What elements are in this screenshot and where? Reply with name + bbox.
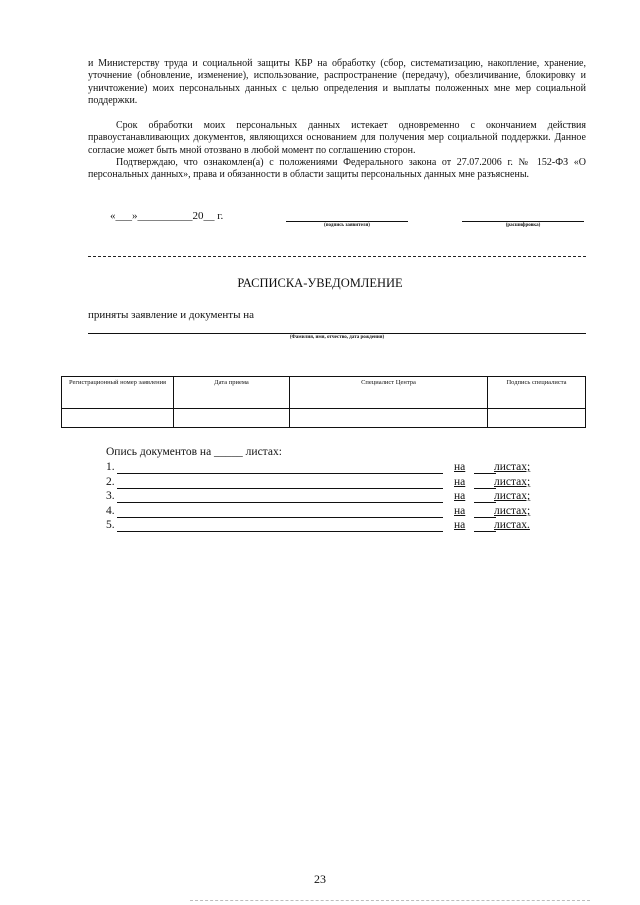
inventory-item: [106, 461, 532, 475]
fio-line: [88, 333, 586, 334]
inventory-item-on: на: [454, 490, 466, 502]
table-cell: [174, 409, 290, 428]
inventory-item-count-line: [474, 531, 496, 532]
registration-table: [61, 376, 586, 428]
col-specialist: Специалист Центра: [290, 377, 488, 409]
inventory-item-number: 4.: [106, 505, 115, 517]
consent-paragraph-2: Срок обработки моих персональных данных истекает одновременно с окончанием действия правоустанавливающих документов, являющихся основанием для получения мер социальной поддержки. Данное согласие может быть мной отозвано в любой момент по соглашению сторон.: [88, 120, 586, 156]
signature-date: «___»__________20__ г.: [110, 210, 224, 222]
inventory-item-count-line: [474, 502, 496, 503]
inventory-item-number: 5.: [106, 519, 115, 531]
col-date: Дата приема: [174, 377, 290, 409]
inventory-item: [106, 476, 532, 490]
inventory-item-sheets: листах;: [494, 461, 531, 473]
table-cell: [62, 409, 174, 428]
inventory-heading: Опись документов на _____ листах:: [106, 446, 282, 458]
table-cell: [488, 409, 586, 428]
applicant-signature-line: [286, 221, 408, 222]
col-signature: Подпись специалиста: [488, 377, 586, 409]
scan-artifact: [190, 900, 590, 901]
receipt-title: РАСПИСКА-УВЕДОМЛЕНИЕ: [237, 276, 403, 290]
decode-signature-line: [462, 221, 584, 222]
inventory-item: [106, 519, 532, 533]
inventory-item-on: на: [454, 461, 466, 473]
table-header-row: [62, 377, 586, 409]
inventory-item-line: [117, 473, 443, 474]
inventory-item-sheets: листах.: [494, 519, 530, 531]
decode-signature-caption: (расшифровка): [505, 223, 541, 228]
cut-line: [88, 256, 586, 257]
inventory-item-number: 3.: [106, 490, 115, 502]
inventory-item-line: [117, 531, 443, 532]
inventory-item-line: [117, 488, 443, 489]
inventory-item-sheets: листах;: [494, 505, 531, 517]
table-row: [62, 409, 586, 428]
fio-caption: (Фамилия, имя, отчество, дата рождения): [289, 335, 385, 340]
inventory-item-count-line: [474, 517, 496, 518]
applicant-signature-caption: (подпись заявителя): [324, 223, 370, 228]
inventory-item-number: 2.: [106, 476, 115, 488]
inventory-item-on: на: [454, 505, 466, 517]
consent-paragraph-3: Подтверждаю, что ознакомлен(а) с положениями Федерального закона от 27.07.2006 г. № 152-ФЗ «О персональных данных», права и обязанности в области защиты персональных данных мне разъяснены.: [88, 157, 586, 181]
inventory-item-sheets: листах;: [494, 490, 531, 502]
inventory-item-count-line: [474, 488, 496, 489]
inventory-item-on: на: [454, 476, 466, 488]
inventory-item-count-line: [474, 473, 496, 474]
inventory-item-sheets: листах;: [494, 476, 531, 488]
table-cell: [290, 409, 488, 428]
inventory-item-line: [117, 502, 443, 503]
inventory-item: [106, 505, 532, 519]
accepted-text: приняты заявление и документы на: [88, 309, 255, 321]
inventory-item-on: на: [454, 519, 466, 531]
inventory-item-number: 1.: [106, 461, 115, 473]
page-number: 23: [314, 872, 326, 886]
consent-paragraph-1: и Министерству труда и социальной защиты КБР на обработку (сбор, систематизацию, накопление, хранение, уточнение (обновление, изменение), использование, распространение (передачу), обезличивание, блокировку и уничтожение) моих персональных данных с целью определения и выплаты положенных мне мер социальной поддержки.: [88, 58, 586, 106]
inventory-item: [106, 490, 532, 504]
col-reg-number: Регистрационный номер заявления: [62, 377, 174, 409]
inventory-item-line: [117, 517, 443, 518]
